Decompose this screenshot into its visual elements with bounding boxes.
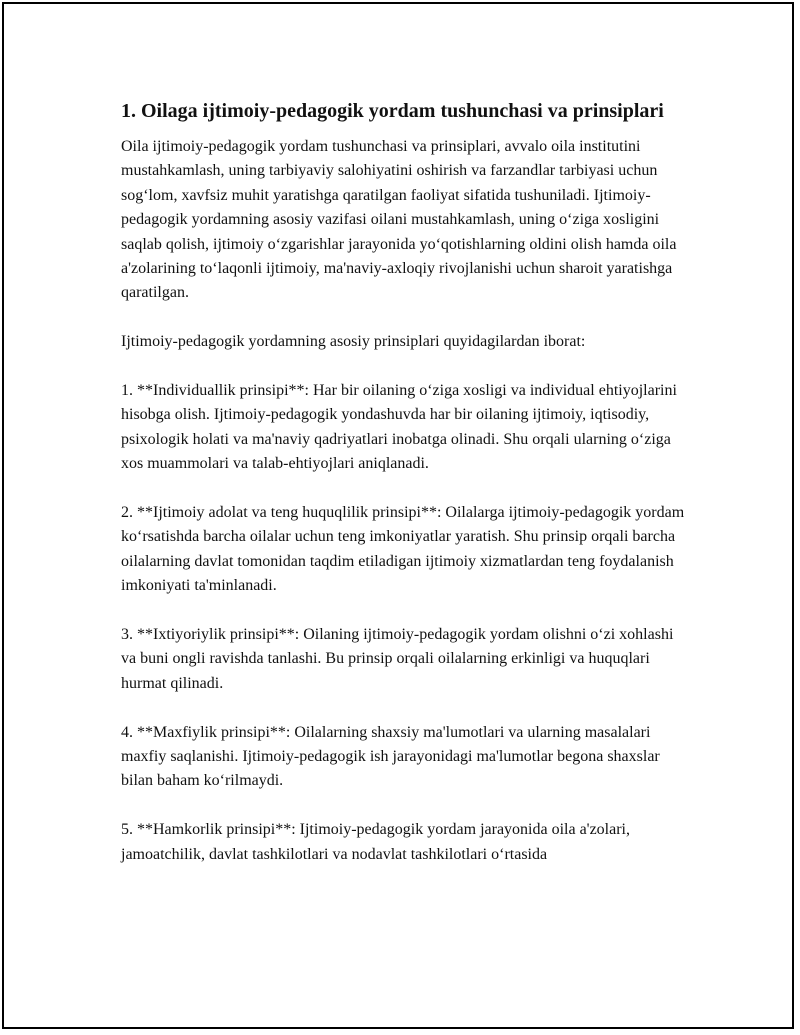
principle-voluntariness: 3. **Ixtiyoriylik prinsipi**: Oilaning ijtimoiy-pedagogik yordam olishni o‘zi xohlashi va buni ongli ravishda tanlashi. Bu prinsip orqali oilalarning erkinligi va huquqlari hurmat qilinadi. (121, 626, 674, 692)
page-frame (2, 2, 794, 1029)
principle-confidentiality: 4. **Maxfiylik prinsipi**: Oilalarning shaxsiy ma'lumotlari va ularning masalalari maxfiy saqlanishi. Ijtimoiy-pedagogik ish jarayonidagi ma'lumotlar begona shaxslar bilan baham ko‘rilmaydi. (121, 723, 660, 790)
principles-lead-paragraph: Ijtimoiy-pedagogik yordamning asosiy prinsiplari quyidagilardan iborat: (121, 333, 586, 351)
principle-social-justice: 2. **Ijtimoiy adolat va teng huquqlilik prinsipi**: Oilalarga ijtimoiy-pedagogik yordam ko‘rsatishda barcha oilalar uchun teng imkoniyatlar yaratish. Shu prinsip orqali barcha oilalarning davlat tomonidan taqdim etiladigan ijtimoiy xizmatlardan teng foydalanish imkoniyati ta'minlanadi. (121, 504, 685, 595)
principle-cooperation: 5. **Hamkorlik prinsipi**: Ijtimoiy-pedagogik yordam jarayonida oila a'zolari, jamoatchilik, davlat tashkilotlari va nodavlat tashkilotlari o‘rtasida (121, 821, 630, 863)
principle-individuality: 1. **Individuallik prinsipi**: Har bir oilaning o‘ziga xosligi va individual ehtiyojlarini hisobga olish. Ijtimoiy-pedagogik yondashuvda har bir oilaning ijtimoiy, iqtisodiy, psixologik holati va ma'naviy qadriyatlari inobatga olinadi. Shu orqali ularning o‘ziga xos muammolari va talab-ehtiyojlari aniqlanadi. (121, 382, 677, 473)
document-body (121, 97, 691, 867)
intro-paragraph: Oila ijtimoiy-pedagogik yordam tushunchasi va prinsiplari, avvalo oila institutini mustahkamlash, uning tarbiyaviy salohiyatini oshirish va farzandlar tarbiyasi uchun sog‘lom, xavfsiz muhit yaratishga qaratilgan faoliyat sifatida tushuniladi. Ijtimoiy-pedagogik yordamning asosiy vazifasi oilani mustahkamlash, uning o‘ziga xosligini saqlab qolish, ijtimoiy o‘zgarishlar jarayonida yo‘qotishlarning oldini olish hamda oila a'zolarining to‘laqonli ijtimoiy, ma'naviy-axloqiy rivojlanishi uchun sharoit yaratishga qaratilgan. (121, 138, 677, 302)
section-heading: 1. Oilaga ijtimoiy-pedagogik yordam tushunchasi va prinsiplari (121, 100, 664, 122)
